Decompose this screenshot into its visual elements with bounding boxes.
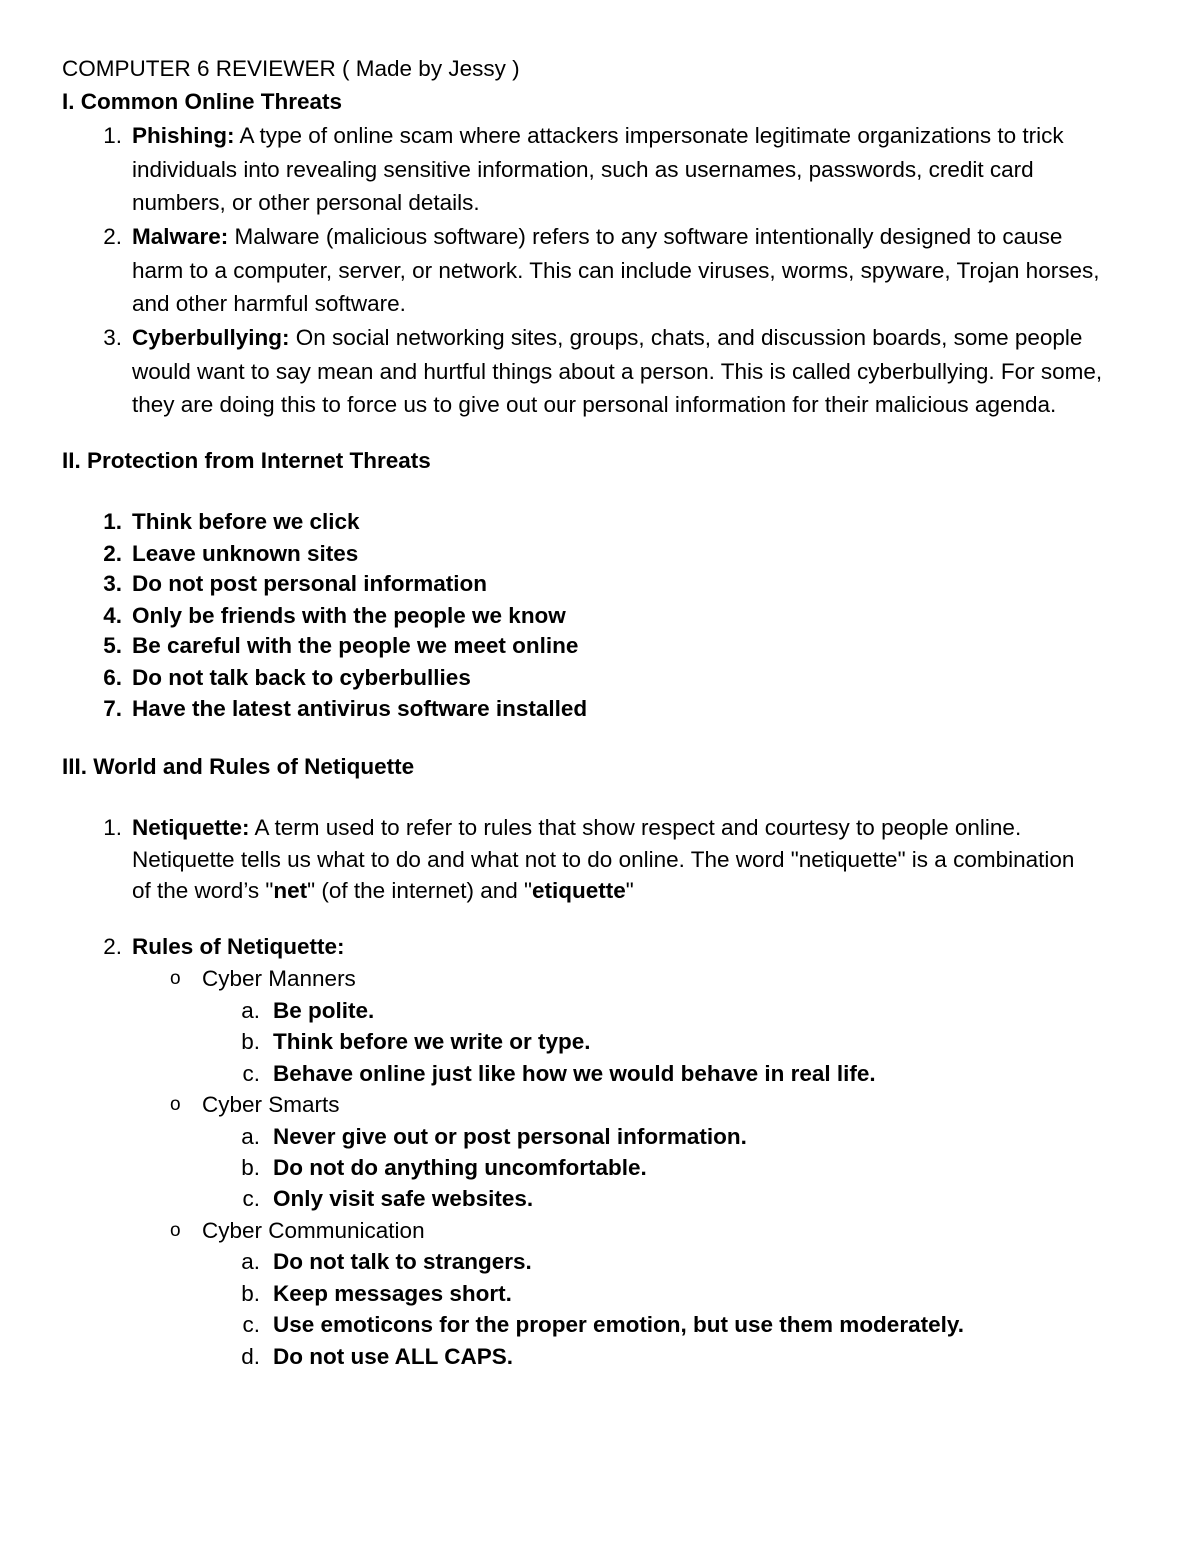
term-net: net — [273, 878, 308, 903]
definition-text: they are doing this to force us to give out our personal information for their malicious agenda. — [132, 392, 1057, 417]
definition-text: " (of the internet) and " — [307, 878, 533, 903]
item-number: 3. — [103, 571, 122, 596]
definition-text: " — [625, 878, 634, 903]
lettered-item-text: Do not talk to strangers. — [273, 1249, 532, 1274]
section-3-heading: III. World and Rules of Netiquette — [62, 754, 415, 779]
list-item-text: Leave unknown sites — [132, 541, 359, 566]
section-2-heading: II. Protection from Internet Threats — [62, 448, 431, 473]
term-malware: Malware: — [132, 224, 229, 249]
lettered-item-text: Be polite. — [273, 998, 375, 1023]
item-letter: b. — [241, 1029, 260, 1054]
definition-text: numbers, or other personal details. — [132, 190, 480, 215]
item-letter: c. — [242, 1312, 260, 1337]
item-letter: a. — [241, 998, 260, 1023]
definition-text: A term used to refer to rules that show respect and courtesy to people online. — [249, 815, 1022, 840]
lettered-item-text: Never give out or post personal information. — [273, 1124, 747, 1149]
lettered-item-text: Behave online just like how we would behave in real life. — [273, 1061, 876, 1086]
lettered-item-text: Use emoticons for the proper emotion, but use them moderately. — [273, 1312, 964, 1337]
item-number: 2. — [103, 224, 122, 249]
item-letter: c. — [242, 1061, 260, 1086]
definition-text: individuals into revealing sensitive information, such as usernames, passwords, credit card — [132, 157, 1034, 182]
item-number: 7. — [103, 696, 122, 721]
document-title: COMPUTER 6 REVIEWER ( Made by Jessy ) — [62, 56, 520, 81]
item-letter: d. — [241, 1344, 260, 1369]
list-item-text: Do not post personal information — [132, 571, 487, 596]
item-letter: a. — [241, 1249, 260, 1274]
bullet-icon: o — [170, 1094, 181, 1115]
item-letter: a. — [241, 1124, 260, 1149]
lettered-item-text: Do not do anything uncomfortable. — [273, 1155, 647, 1180]
group-name: Cyber Smarts — [202, 1092, 340, 1117]
definition-text: A type of online scam where attackers impersonate legitimate organizations to trick — [234, 123, 1064, 148]
term-netiquette: Netiquette: — [132, 815, 250, 840]
definition-text: Netiquette tells us what to do and what not to do online. The word "netiquette" is a combination — [132, 847, 1075, 872]
item-number: 2. — [103, 541, 122, 566]
list-item-text: Have the latest antivirus software installed — [132, 696, 588, 721]
item-number: 2. — [103, 934, 122, 959]
lettered-item-text: Keep messages short. — [273, 1281, 512, 1306]
lettered-item-text: Think before we write or type. — [273, 1029, 591, 1054]
list-item-text: Think before we click — [132, 509, 360, 534]
lettered-item-text: Only visit safe websites. — [273, 1186, 534, 1211]
item-number: 6. — [103, 665, 122, 690]
list-item-text: Do not talk back to cyberbullies — [132, 665, 471, 690]
item-number: 3. — [103, 325, 122, 350]
section-1-heading: I. Common Online Threats — [62, 89, 343, 114]
definition-text: and other harmful software. — [132, 291, 406, 316]
bullet-icon: o — [170, 968, 181, 989]
rules-heading: Rules of Netiquette: — [132, 934, 345, 959]
term-phishing: Phishing: — [132, 123, 235, 148]
definition-text: Malware (malicious software) refers to any software intentionally designed to cause — [228, 224, 1063, 249]
group-name: Cyber Communication — [202, 1218, 425, 1243]
item-number: 1. — [103, 815, 122, 840]
bullet-icon: o — [170, 1220, 181, 1241]
item-letter: b. — [241, 1281, 260, 1306]
definition-text: On social networking sites, groups, chats, and discussion boards, some people — [289, 325, 1083, 350]
definition-text: harm to a computer, server, or network. This can include viruses, worms, spyware, Trojan horses, — [132, 258, 1100, 283]
group-name: Cyber Manners — [202, 966, 356, 991]
item-number: 1. — [103, 123, 122, 148]
item-letter: b. — [241, 1155, 260, 1180]
definition-text: would want to say mean and hurtful things about a person. This is called cyberbullying. For some, — [132, 359, 1103, 384]
term-cyberbullying: Cyberbullying: — [132, 325, 290, 350]
definition-text: of the word’s " — [132, 878, 274, 903]
list-item-text: Only be friends with the people we know — [132, 603, 566, 628]
item-number: 5. — [103, 633, 122, 658]
term-etiquette: etiquette — [532, 878, 626, 903]
list-item-text: Be careful with the people we meet online — [132, 633, 579, 658]
item-number: 1. — [103, 509, 122, 534]
lettered-item-text: Do not use ALL CAPS. — [273, 1344, 514, 1369]
item-number: 4. — [103, 603, 122, 628]
item-letter: c. — [242, 1186, 260, 1211]
